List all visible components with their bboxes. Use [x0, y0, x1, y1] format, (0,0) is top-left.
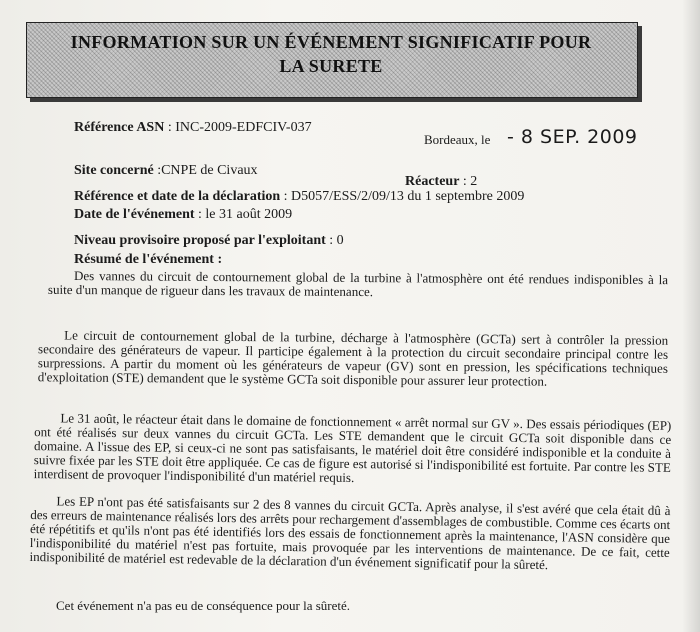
page-edge-shadow [682, 0, 700, 632]
reference-value: : INC-2009-EDFCIV-037 [164, 120, 312, 135]
resume-heading: Résumé de l'événement : [74, 252, 223, 267]
niveau-label: Niveau provisoire proposé par l'exploitant [74, 233, 326, 248]
paragraph-event-account [34, 411, 672, 489]
declaration-value: : D5057/ESS/2/09/13 du 1 septembre 2009 [280, 189, 525, 204]
document-title [26, 30, 636, 78]
paragraph-circuit-description [38, 328, 668, 389]
declaration-line [74, 189, 524, 205]
paragraph-text: Les EP n'ont pas été satisfaisants sur 2 des 8 vannes du circuit GCTa. Après analyse, il s'est avéré que cela était dû à des erreurs de maintenance réalisés lors des arrêts pour rechargement d'assemblages de combustible. Comme ces écarts ont été répétitifs et qu'ils n'ont pas été identifiés lors des essais de fonctionnement après la maintenance, l'ASN considère que l'indisponibilité du matériel n'est pas fortuite, mais provoquée par les interventions de maintenance. De ce fait, cette indisponibilité de matériel est redevable de la déclaration d'un événement significatif pour la sûreté. [29, 493, 671, 573]
reference-label: Référence ASN [74, 120, 165, 135]
reactor-label: Réacteur [405, 174, 460, 189]
niveau-line [74, 233, 344, 249]
event-date-line [74, 207, 292, 223]
paragraph-text: Le 31 août, le réacteur était dans le domaine de fonctionnement « arrêt normal sur GV ». Des essais périodiques (EP) ont été réalisés sur deux vannes du circuit GCTa. Les STE demandent que le circuit GCTa soit disponible dans ce domaine. A l'issue des EP, si ceux-ci ne sont pas satisfaisants, le matériel doit être considéré indisponible et la conduite à suivre fixée par les STE doit être appliquée. Ce cas de figure est autorisé si l'indisponibilité est fortuite. Par contre les STE interdisent de provoquer l'indisponibilité d'un matériel requis. [33, 410, 672, 486]
site-value: :CNPE de Civaux [153, 163, 258, 178]
paragraph-conclusion [30, 599, 670, 613]
paragraph-summary [48, 269, 668, 301]
paragraph-analysis [29, 494, 670, 574]
paragraph-text: Le circuit de contournement global de la turbine, décharge à l'atmosphère (GCTa) sert à contrôler la pression secondaire des générateurs de vapeur. Il participe également à la protection du circuit secondaire principal contre les surpressions. A partir du moment où les générateurs de vapeur (GV) sont en pression, les spécifications techniques d'exploitation (STE) demandent que le système GCTa soit disponible pour assurer leur protection. [37, 327, 669, 389]
site-label: Site concerné [74, 163, 154, 178]
declaration-label: Référence et date de la déclaration [74, 189, 281, 204]
paragraph-text: Cet événement n'a pas eu de conséquence pour la sûreté. [56, 598, 350, 613]
reactor-value: : 2 [459, 174, 478, 189]
event-date-label: Date de l'événement [74, 207, 195, 222]
reference-line [74, 120, 312, 136]
title-line-1: INFORMATION SUR UN ÉVÉNEMENT SIGNIFICATIF POUR [70, 32, 592, 52]
place-text: Bordeaux, le [424, 132, 491, 147]
event-date-value: : le 31 août 2009 [194, 207, 293, 222]
niveau-value: : 0 [325, 233, 344, 248]
reactor-line [405, 174, 477, 190]
site-line [74, 163, 258, 179]
date-stamp: - 8 SEP. 2009 [507, 126, 638, 148]
paragraph-text: Des vannes du circuit de contournement global de la turbine à l'atmosphère ont été rendues indisponibles à la suite d'un manque de rigueur dans les travaux de maintenance. [47, 268, 669, 300]
title-line-2: LA SURETE [279, 56, 383, 76]
